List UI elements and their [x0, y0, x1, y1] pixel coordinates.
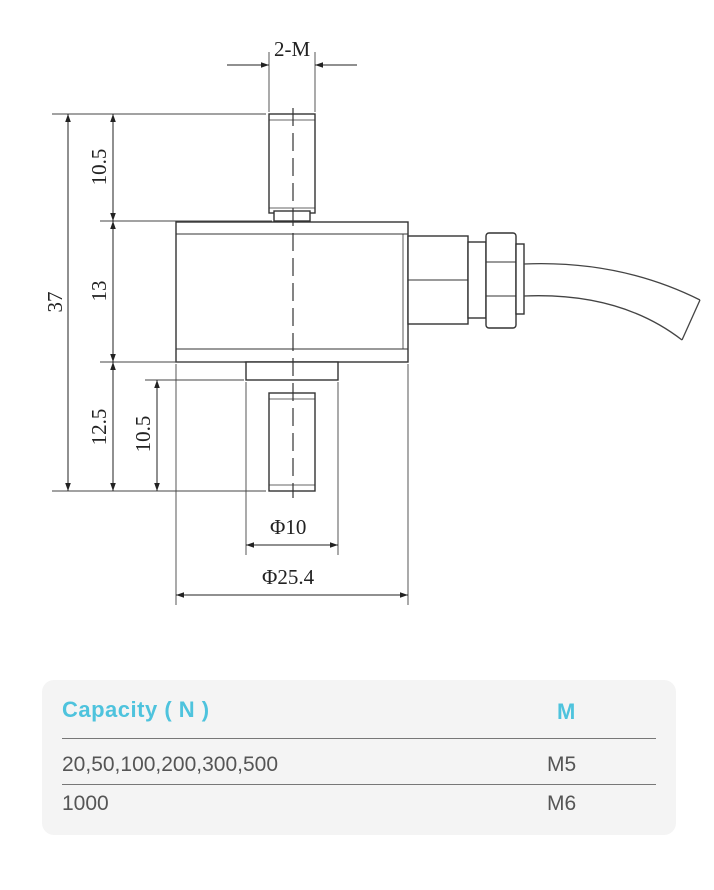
thread-cell: M5 [547, 753, 577, 776]
bottom-thread-length-label: 10.5 [131, 415, 155, 453]
cable-gland [408, 233, 524, 328]
thread-header: M [557, 699, 576, 724]
bottom-height-label: 12.5 [87, 408, 111, 446]
top-thread-length-label: 10.5 [87, 148, 111, 186]
thread-cell: M6 [547, 792, 577, 815]
top-thread-stud [269, 114, 315, 221]
body-height-label: 13 [87, 280, 111, 302]
capacity-cell: 1000 [62, 792, 109, 815]
total-height-label: 37 [43, 291, 67, 313]
row-divider [62, 784, 656, 785]
capacity-header: Capacity ( N ) [62, 697, 210, 722]
body-diameter-label: Φ25.4 [262, 565, 315, 589]
sensor-body [176, 222, 408, 362]
cable [524, 264, 700, 340]
bottom-thread-stud [246, 362, 338, 491]
capacity-cell: 20,50,100,200,300,500 [62, 753, 279, 776]
neck-diameter-label: Φ10 [270, 515, 307, 539]
header-divider [62, 738, 656, 739]
thread-label: 2-M [274, 37, 311, 61]
